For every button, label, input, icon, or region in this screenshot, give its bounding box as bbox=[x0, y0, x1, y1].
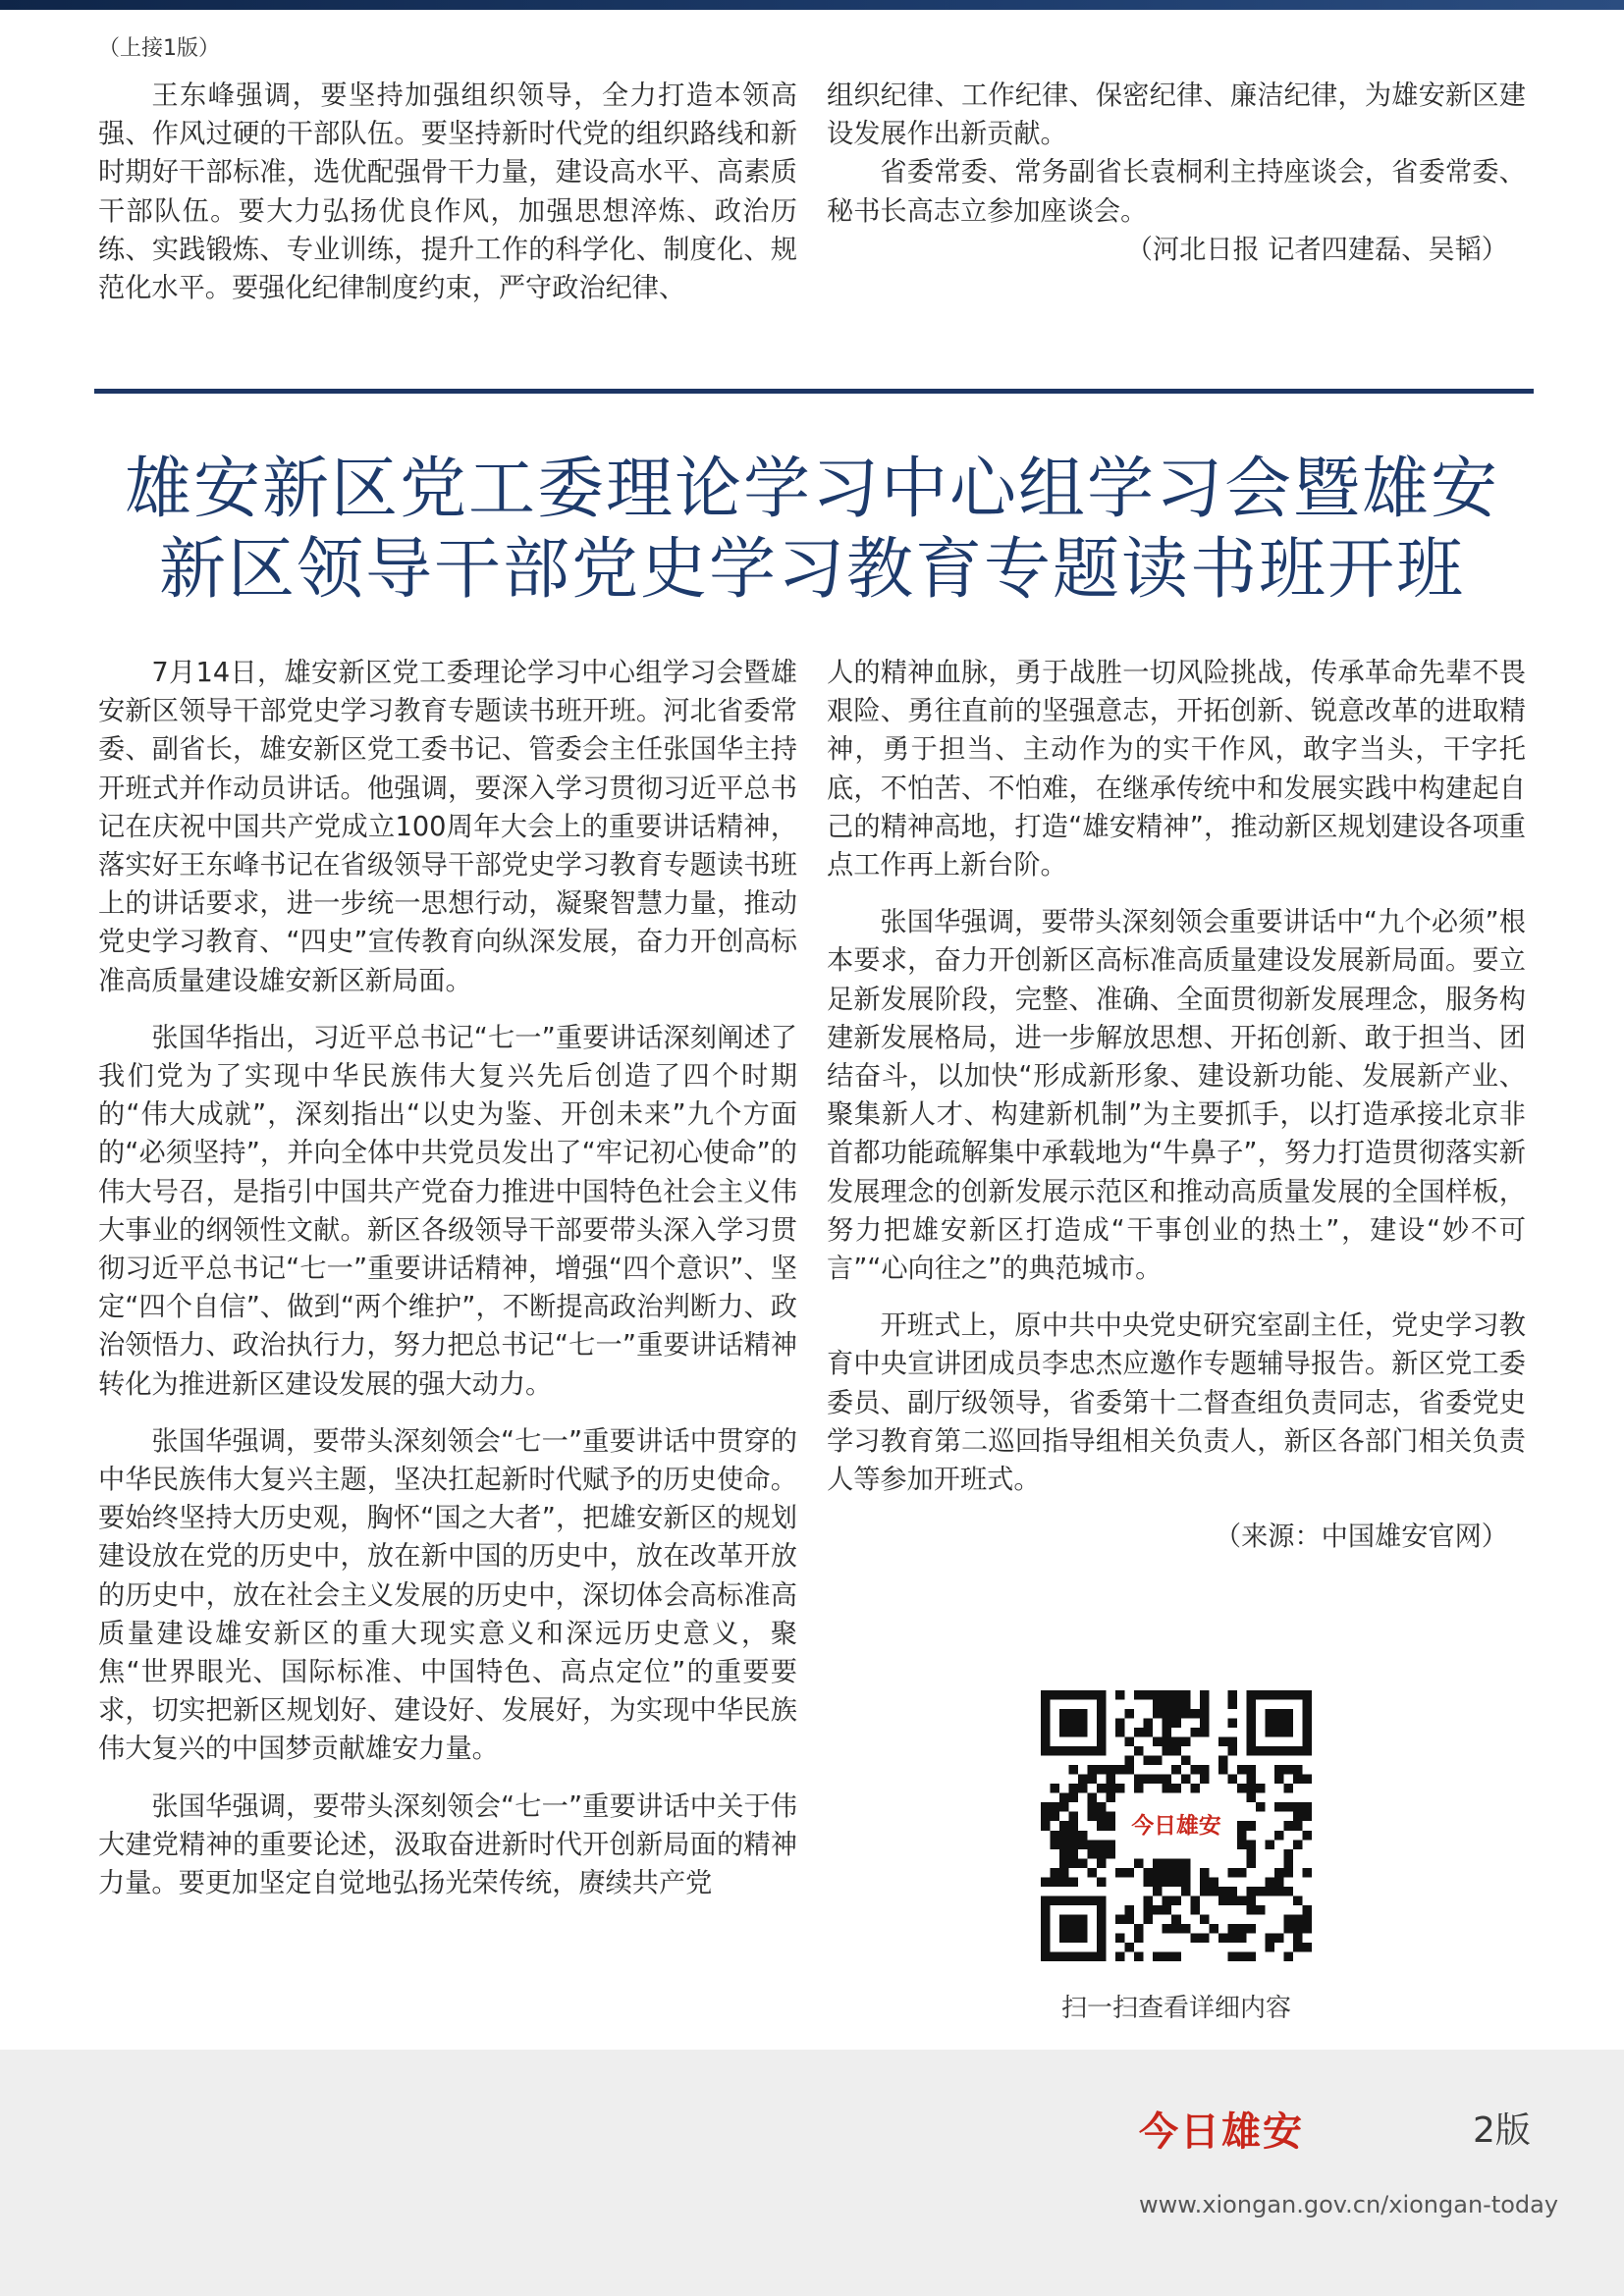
headline-line-2: 新区领导干部党史学习教育专题读书班开班 bbox=[158, 531, 1465, 609]
paragraph: 张国华指出，习近平总书记“七一”重要讲话深刻阐述了我们党为了实现中华民族伟大复兴先后创造了四个时期的“伟大成就”，深刻指出“以史为鉴、开创未来”九个方面的“必须坚持”，并向全体中共党员发出了“牢记初心使命”的伟大号召，是指引中国共产党奋力推进中国特色社会主义伟大事业的纲领性文献。新区各级领导干部要带头深入学习贯彻习近平总书记“七一”重要讲话精神，增强“四个意识”、坚定“四个自信”、做到“两个维护”，不断提高政治判断力、政治领悟力、政治执行力，努力把总书记“七一”重要讲话精神转化为推进新区建设发展的强大动力。 bbox=[98, 1022, 797, 1400]
top-left-column bbox=[98, 77, 797, 307]
top-color-bar bbox=[0, 0, 1624, 10]
section-divider bbox=[94, 389, 1534, 394]
paragraph: 王东峰强调，要坚持加强组织领导，全力打造本领高强、作风过硬的干部队伍。要坚持新时代党的组织路线和新时期好干部标准，选优配强骨干力量，建设高水平、高素质干部队伍。要大力弘扬优良作风，加强思想淬炼、政治历练、实践锻炼、专业训练，提升工作的科学化、制度化、规范化水平。要强化纪律制度约束，严守政治纪律、 bbox=[98, 80, 797, 304]
paragraph: 张国华强调，要带头深刻领会“七一”重要讲话中关于伟大建党精神的重要论述，汲取奋进新时代开创新局面的精神力量。要更加坚定自觉地弘扬光荣传统，赓续共产党 bbox=[98, 1790, 797, 1899]
paragraph: 7月14日，雄安新区党工委理论学习中心组学习会暨雄安新区领导干部党史学习教育专题读书班开班。河北省委常委、副省长，雄安新区党工委书记、管委会主任张国华主持开班式并作动员讲话。他强调，要深入学习贯彻习近平总书记在庆祝中国共产党成立100周年大会上的重要讲话精神，落实好王东峰书记在省级领导干部党史学习教育专题读书班上的讲话要求，进一步统一思想行动，凝聚智慧力量，推动党史学习教育、“四史”宣传教育向纵深发展，奋力开创高标准高质量建设雄安新区新局面。 bbox=[98, 658, 797, 996]
footer-brand-logo: 今日雄安 bbox=[1139, 2109, 1304, 2155]
paragraph: 省委常委、常务副省长袁桐利主持座谈会，省委常委、秘书长高志立参加座谈会。 bbox=[827, 157, 1526, 227]
paragraph: 张国华强调，要带头深刻领会“七一”重要讲话中贯穿的中华民族伟大复兴主题，坚决扛起新时代赋予的历史使命。要始终坚持大历史观，胸怀“国之大者”，把雄安新区的规划建设放在党的历史中，放在新中国的历史中，放在改革开放的历史中，放在社会主义发展的历史中，深切体会高标准高质量建设雄安新区的重大现实意义和深远历史意义，聚焦“世界眼光、国际标准、中国特色、高点定位”的重要要求，切实把新区规划好、建设好、发展好，为实现中华民族伟大复兴的中国梦贡献雄安力量。 bbox=[98, 1425, 797, 1765]
paragraph: 人的精神血脉，勇于战胜一切风险挑战，传承革命先辈不畏艰险、勇往直前的坚强意志，开拓创新、锐意改革的进取精神，勇于担当、主动作为的实干作风，敢字当头，干字托底，不怕苦、不怕难，在继承传统中和发展实践中构建起自己的精神高地，打造“雄安精神”，推动新区规划建设各项重点工作再上新台阶。 bbox=[827, 658, 1526, 881]
top-right-column bbox=[827, 77, 1526, 269]
byline: （河北日报 记者四建磊、吴韬） bbox=[1125, 234, 1508, 265]
article-right-column bbox=[827, 654, 1526, 1575]
paragraph: 张国华强调，要带头深刻领会重要讲话中“九个必须”根本要求，奋力开创新区高标准高质量建设发展新局面。要立足新发展阶段，完整、准确、全面贯彻新发展理念，服务构建新发展格局，进一步解放思想、开拓创新、敢于担当、团结奋斗，以加快“形成新形象、建设新功能、发展新产业、聚集新人才、构建新机制”为主要抓手，以打造承接北京非首都功能疏解集中承载地为“牛鼻子”，努力打造贯彻落实新发展理念的创新发展示范区和推动高质量发展的全国样板，努力把雄安新区打造成“干事创业的热土”，建设“妙不可言”“心向往之”的典范城市。 bbox=[827, 907, 1526, 1285]
page-number: 2版 bbox=[1473, 2110, 1531, 2151]
continuation-note: （上接1版） bbox=[98, 36, 220, 61]
article-headline bbox=[79, 450, 1545, 611]
headline-line-1: 雄安新区党工委理论学习中心组学习会暨雄安 bbox=[124, 451, 1499, 528]
source-credit: （来源：中国雄安官网） bbox=[1214, 1522, 1508, 1553]
footer bbox=[0, 2050, 1624, 2296]
qr-code[interactable] bbox=[1041, 1690, 1312, 1961]
footer-url[interactable]: www.xiongan.gov.cn/xiongan-today bbox=[1139, 2191, 1559, 2218]
paragraph: 组织纪律、工作纪律、保密纪律、廉洁纪律，为雄安新区建设发展作出新贡献。 bbox=[827, 80, 1526, 150]
qr-center-logo: 今日雄安 bbox=[1131, 1813, 1221, 1840]
article-left-column bbox=[98, 654, 797, 1921]
paragraph: 开班式上，原中共中央党史研究室副主任，党史学习教育中央宣讲团成员李忠杰应邀作专题辅导报告。新区党工委委员、副厅级领导，省委第十二督查组负责同志，省委党史学习教育第二巡回指导组相关负责人，新区各部门相关负责人等参加开班式。 bbox=[827, 1310, 1526, 1496]
qr-caption: 扫一扫查看详细内容 bbox=[1060, 1994, 1291, 2023]
